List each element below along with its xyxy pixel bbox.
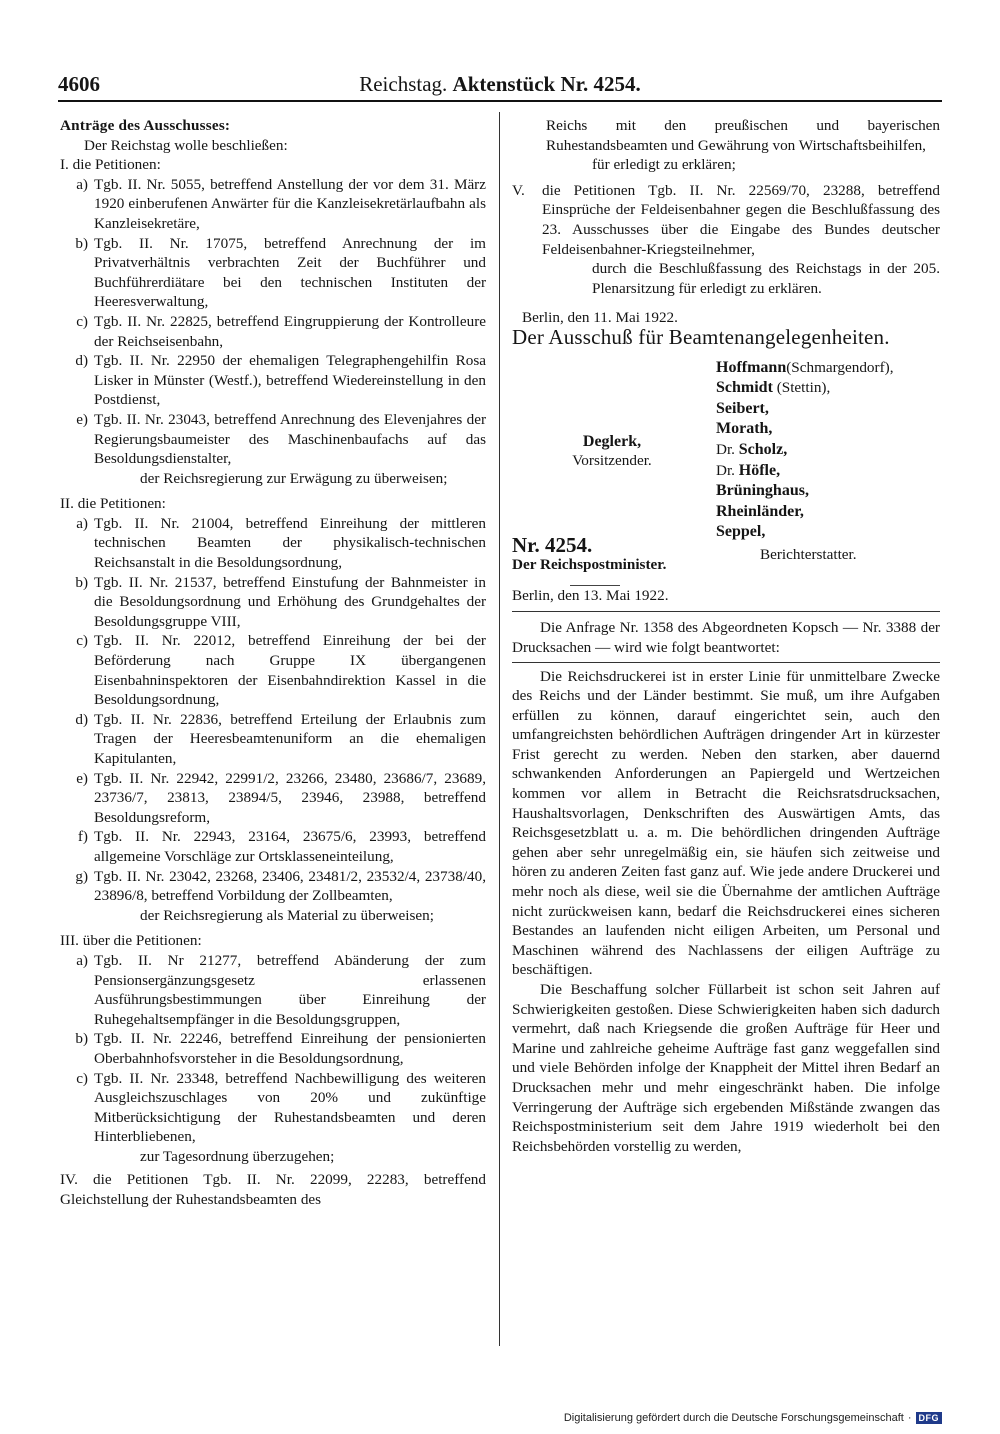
running-title	[58, 72, 942, 97]
section-5-text: die Petitionen Tgb. II. Nr. 22569/70, 23288, betreffend Einsprüche der Feldeisenbahner gegen die Beschlußfassung des 23. Ausschusses über die Eingabe des Bundes deutscher Feldeisenbahner-Kriegsteilnehmer,	[542, 181, 940, 258]
member-signature: Schmidt (Stettin),	[716, 379, 831, 397]
member-signature: Seibert,	[716, 399, 769, 417]
member-signature: Dr. Scholz,	[716, 440, 788, 458]
chair-signature	[542, 432, 682, 471]
answer-paragraph-1: Die Reichsdruckerei ist in erster Linie für unmittelbare Zwecke des Reichs und der Länder bestimmt. Sie muß, um ihre Aufgaben erfüllen zu können, darauf eingerichtet sein, auch den umfangreichsten behördlichen Aufträgen dringender Art in kürzester Frist gerecht zu werden. Neben den starken, aber dauernd schwankenden Anforderungen an Papiergeld und Wertzeichen kommen vor allem in Betracht die Reichsratsdrucksachen, Haushaltsvorlagen, Denkschriften des Auswärtigen Amts, das Reichsgesetzblatt u. a. m. Die behördlichen dringenden Aufträge gehen aber sehr unregelmäßig ein, sie häufen sich zeitweise und hören zu anderen Zeiten fast ganz auf. Wie jede andere Druckerei und mehr noch als diese, weil sie die Übernahme der amtlichen Aufträge nicht zurückweisen kann, bedarf die Reichsdruckerei eines sicheren Bestandes an laufenden nicht eiligen Arbeiten, um Personal und Maschinen während des Nachlassens der eiligen Aufträge zu beschäftigen.	[512, 667, 940, 979]
section-3-label: III. über die Petitionen:	[60, 932, 202, 950]
section-2-conclusion: der Reichsregierung als Material zu überweisen;	[140, 906, 434, 924]
list-item: g) Tgb. II. Nr. 23042, 23268, 23406, 23481/2, 23532/4, 23738/40, 23896/8, betreffend Vorbildung der Zollbeamten,	[75, 867, 486, 905]
section-1-label: I. die Petitionen:	[60, 156, 161, 174]
list-item: f) Tgb. II. Nr. 22943, 23164, 23675/6, 23993, betreffend allgemeine Vorschläge zur Ortsklasseneinteilung,	[77, 828, 486, 865]
list-item: c) Tgb. II. Nr. 23348, betreffend Nachbewilligung des weiteren Ausgleichszuschlages von 20% und zukünftige Mitberücksichtigung der Ruhestandsbeamten und deren Hinterbliebenen,	[76, 1069, 486, 1146]
header-rule	[58, 100, 942, 102]
chair-role: Vorsitzender.	[572, 452, 652, 470]
page-header	[58, 70, 942, 100]
list-item: d) Tgb. II. Nr. 22836, betreffend Erteilung der Erlaubnis zum Tragen der Heeresbeamtenuniform an die ehemaligen Kapitulanten,	[75, 710, 486, 767]
right-column	[512, 116, 940, 1156]
footer-text: Digitalisierung gefördert durch die Deutsche Forschungsgemeinschaft	[563, 1412, 904, 1424]
rule	[512, 611, 940, 612]
antraege-heading: Anträge des Ausschusses:	[60, 117, 231, 134]
section-5-conclusion: durch die Beschlußfassung des Reichstags in der 205. Plenarsitzung für erledigt zu erklären.	[592, 260, 940, 297]
member-signature: Seppel,	[716, 523, 766, 541]
minister-heading: Der Reichspostminister.	[512, 556, 667, 574]
section-3-conclusion: zur Tagesordnung überzugehen;	[140, 1147, 335, 1165]
section-2-label: II. die Petitionen:	[60, 495, 166, 513]
list-item: e) Tgb. II. Nr. 23043, betreffend Anrechnung des Elevenjahres der Regierungsbaumeister des Maschinenbaufachs auf das Besoldungsdienstalter,	[76, 410, 486, 468]
member-signatures	[716, 358, 946, 566]
answer-paragraph-2: Die Beschaffung solcher Füllarbeit ist schon seit Jahren auf Schwierigkeiten gestoßen. Diese Schwierigkeiten haben sich dadurch vermehrt, daß nach Kriegsende die großen Aufträge für Heer und Marine und zahlreiche geheime Aufträge fast ganz weggefallen sind und viele Behörden infolge der Knappheit der Mittel ihren Bedarf an Drucksachen mehr und mehr eingeschränkt haben. Die infolge Verringerung der Aufträge sich ergebenden Mißstände zwangen das Reichspostministerium seit dem Jahre 1919 wiederholt bei den Reichsbehörden vorstellig zu werden,	[512, 981, 940, 1155]
member-signature: Hoffmann(Schmargendorf),	[716, 358, 894, 376]
section-3	[60, 931, 486, 1166]
running-doc-title: Aktenstück Nr. 4254.	[452, 72, 641, 96]
footer-dot: ·	[907, 1412, 912, 1424]
list-item: b) Tgb. II. Nr. 17075, betreffend Anrechnung der im Privatverhältnis verbrachten Zeit der Buchführer und Buchführerdiätare bei den technischen Instituten der Heeresverwaltung,	[75, 234, 486, 311]
member-signature: Brüninghaus,	[716, 482, 809, 500]
list-item: e) Tgb. II. Nr. 22942, 22991/2, 23266, 23480, 23686/7, 23689, 23736/7, 23813, 23894/5, 23946, 23988, betreffend Besoldungsreform,	[76, 769, 486, 826]
place-date: Berlin, den 11. Mai 1922.	[522, 309, 678, 327]
running-prefix: Reichstag.	[359, 72, 448, 96]
footer	[564, 1412, 942, 1424]
member-signature: Morath,	[716, 420, 773, 438]
chair-name: Deglerk,	[582, 432, 642, 450]
member-signature: Dr. Höfle,	[716, 461, 781, 479]
dfg-logo: DFG	[916, 1412, 943, 1424]
list-item: a) Tgb. II. Nr 21277, betreffend Abänderung der zum Pensionsergänzungsgesetz erlassenen Ausführungsbestimmungen über Einreihung der Ruhegehaltsempfänger in die Besoldungsgruppen,	[76, 951, 486, 1028]
column-divider	[499, 112, 500, 1346]
list-item: a) Tgb. II. Nr. 21004, betreffend Einreihung der mittleren technischen Beamten der physikalisch-technischen Reichsanstalt in die Besoldungsordnung,	[76, 514, 486, 572]
page-number: 4606	[58, 72, 100, 96]
list-item: d) Tgb. II. Nr. 22950 der ehemaligen Telegraphengehilfin Rosa Lisker in Münster (Westf.), betreffend Wiedereinstellung in den Postdienst,	[75, 352, 486, 409]
list-item: b) Tgb. II. Nr. 21537, betreffend Einstufung der Bahnmeister in die Besoldungsordnung und Erhöhung des Grundgehaltes der Besoldungsgruppe VIII,	[75, 573, 486, 630]
letter-date: Berlin, den 13. Mai 1922.	[512, 586, 669, 604]
section-4-continued: Reichs mit den preußischen und bayerischen Ruhestandsbeamten und Gewährung von Wirtschaftsbeihilfen,	[546, 117, 940, 154]
rule	[512, 662, 940, 663]
intro-line: Der Reichstag wolle beschließen:	[84, 136, 288, 154]
section-4-conclusion: für erledigt zu erklären;	[592, 156, 736, 174]
section-2	[60, 494, 486, 925]
committee-title: Der Ausschuß für Beamtenangelegenheiten.	[512, 324, 890, 349]
reporters-role: Berichterstatter.	[760, 545, 857, 563]
answer-intro: Die Anfrage Nr. 1358 des Abgeordneten Kopsch — Nr. 3388 der Drucksachen — wird wie folgt beantwortet:	[512, 619, 940, 656]
document-number: Nr. 4254.	[512, 532, 593, 557]
section-5-label: V.	[512, 181, 525, 199]
list-item: c) Tgb. II. Nr. 22825, betreffend Eingruppierung der Kontrolleure der Reichseisenbahn,	[76, 312, 486, 350]
member-signature: Rheinländer,	[716, 502, 804, 520]
section-4-start: IV. die Petitionen Tgb. II. Nr. 22099, 22283, betreffend Gleichstellung der Ruhestandsbeamten des	[60, 1171, 486, 1209]
list-item: c) Tgb. II. Nr. 22012, betreffend Einreihung der bei der Beförderung nach Gruppe IX übergangenen Eisenbahninspektoren der Eisenbahndirektion Kassel in die Besoldungsordnung,	[76, 632, 486, 709]
section-5	[512, 181, 940, 259]
list-item: b) Tgb. II. Nr. 22246, betreffend Einreihung der pensionierten Oberbahnhofsvorsteher in die Besoldungsordnung,	[75, 1030, 486, 1067]
left-column	[60, 116, 486, 1210]
section-1-conclusion: der Reichsregierung zur Erwägung zu überweisen;	[140, 469, 448, 487]
list-item: a) Tgb. II. Nr. 5055, betreffend Anstellung der vor dem 31. März 1920 einberufenen Anwärter für die Kanzleisekretärlaufbahn als Kanzleisekretäre,	[76, 175, 486, 232]
section-1	[60, 155, 486, 488]
